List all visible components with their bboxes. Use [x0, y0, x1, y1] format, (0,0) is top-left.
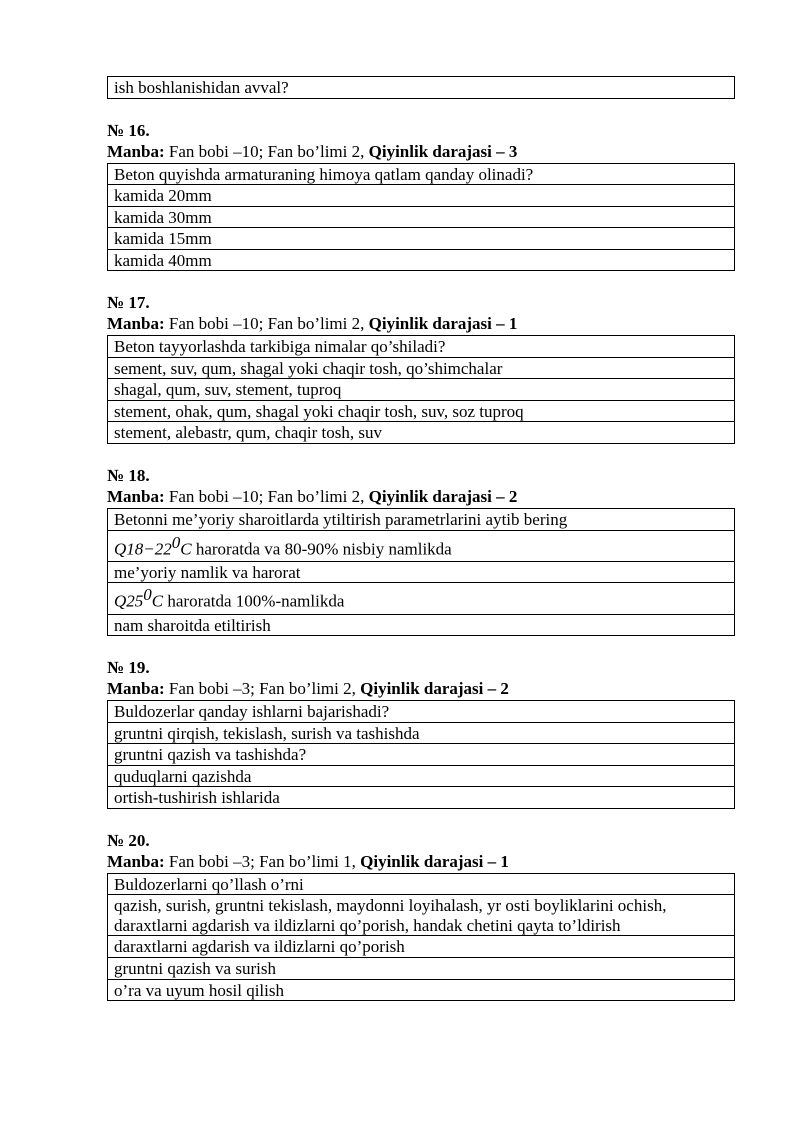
temperature-unit: C [151, 591, 164, 611]
answer-cell: kamida 20mm [108, 185, 735, 207]
answer-cell: kamida 40mm [108, 249, 735, 271]
question-meta [107, 679, 735, 700]
source-text: Fan bobi –10; Fan bo’limi 2, [168, 314, 365, 334]
question-block-20 [107, 831, 735, 1001]
temperature-formula: Q25 [114, 591, 144, 611]
question-text: Buldozerlarni qo’llash o’rni [108, 873, 735, 895]
difficulty-label: Qiyinlik darajasi – 1 [360, 851, 509, 871]
answer-cell: daraxtlarni agdarish va ildizlarni qo’porish [108, 936, 735, 958]
question-text: Beton tayyorlashda tarkibiga nimalar qo’shiladi? [108, 336, 735, 358]
source-label: Manba: [107, 141, 165, 161]
answer-cell: ish boshlanishidan avval? [108, 77, 735, 99]
answer-cell: me’yoriy namlik va harorat [108, 561, 735, 583]
source-label: Manba: [107, 314, 165, 334]
answer-cell: gruntni qazish va surish [108, 957, 735, 979]
question-text: Buldozerlar qanday ishlarni bajarishadi? [108, 701, 735, 723]
question-text: Beton quyishda armaturaning himoya qatlam qanday olinadi? [108, 163, 735, 185]
answer-cell [108, 530, 735, 561]
question-number: № 19. [107, 658, 150, 678]
question-block-17 [107, 293, 735, 444]
difficulty-label: Qiyinlik darajasi – 3 [368, 141, 518, 161]
answer-cell: qazish, surish, gruntni tekislash, maydonni loyihalash, yr osti boyliklarini ochish, daraxtlarni agdarish va ildizlarni qo’porish, handak chetini qayta to’ldirish [108, 895, 735, 936]
question-number: № 20. [107, 830, 150, 850]
answer-cell: nam sharoitda etiltirish [108, 614, 735, 636]
answer-cell: kamida 30mm [108, 206, 735, 228]
question-number: № 17. [107, 293, 150, 313]
question-number: № 18. [107, 466, 150, 486]
previous-question-tail [107, 76, 735, 99]
temperature-formula: Q18−22 [114, 539, 172, 559]
question-number: № 16. [107, 120, 150, 140]
source-label: Manba: [107, 487, 165, 507]
question-meta [107, 852, 735, 873]
question-meta [107, 142, 735, 163]
answer-cell: gruntni qazish va tashishda? [108, 744, 735, 766]
document-page [107, 76, 735, 1001]
source-text: Fan bobi –10; Fan bo’limi 2, [168, 487, 365, 507]
question-block-16 [107, 121, 735, 272]
question-block-18 [107, 466, 735, 636]
answer-cell: stement, alebastr, qum, chaqir tosh, suv [108, 422, 735, 444]
question-meta [107, 314, 735, 335]
temperature-unit: C [180, 539, 192, 559]
degree-superscript: 0 [143, 585, 152, 605]
source-text: Fan bobi –10; Fan bo’limi 2, [168, 141, 365, 161]
degree-superscript: 0 [171, 532, 181, 552]
answer-cell [108, 583, 735, 614]
source-label: Manba: [107, 679, 165, 699]
question-text: Betonni me’yoriy sharoitlarda ytiltirish parametrlarini aytib bering [108, 509, 735, 531]
source-text: Fan bobi –3; Fan bo’limi 2, [168, 679, 356, 699]
question-table [107, 163, 735, 272]
question-table [107, 873, 735, 1001]
question-table [107, 700, 735, 809]
answer-cell: shagal, qum, suv, stement, tuproq [108, 379, 735, 401]
question-table [107, 508, 735, 636]
answer-cell: kamida 15mm [108, 228, 735, 250]
difficulty-label: Qiyinlik darajasi – 2 [360, 679, 509, 699]
answer-text: haroratda va 80-90% nisbiy namlikda [191, 539, 452, 559]
question-block-19 [107, 658, 735, 809]
answer-cell: quduqlarni qazishda [108, 765, 735, 787]
difficulty-label: Qiyinlik darajasi – 1 [368, 314, 518, 334]
question-meta [107, 487, 735, 508]
difficulty-label: Qiyinlik darajasi – 2 [368, 487, 518, 507]
answer-cell: gruntni qirqish, tekislash, surish va tashishda [108, 722, 735, 744]
answer-cell: ortish-tushirish ishlarida [108, 787, 735, 809]
answer-text: haroratda 100%-namlikda [163, 591, 345, 611]
answer-cell: o’ra va uyum hosil qilish [108, 979, 735, 1001]
source-text: Fan bobi –3; Fan bo’limi 1, [168, 851, 356, 871]
answer-cell: stement, ohak, qum, shagal yoki chaqir tosh, suv, soz tuproq [108, 400, 735, 422]
source-label: Manba: [107, 851, 165, 871]
question-table [107, 335, 735, 444]
answer-cell: sement, suv, qum, shagal yoki chaqir tosh, qo’shimchalar [108, 357, 735, 379]
